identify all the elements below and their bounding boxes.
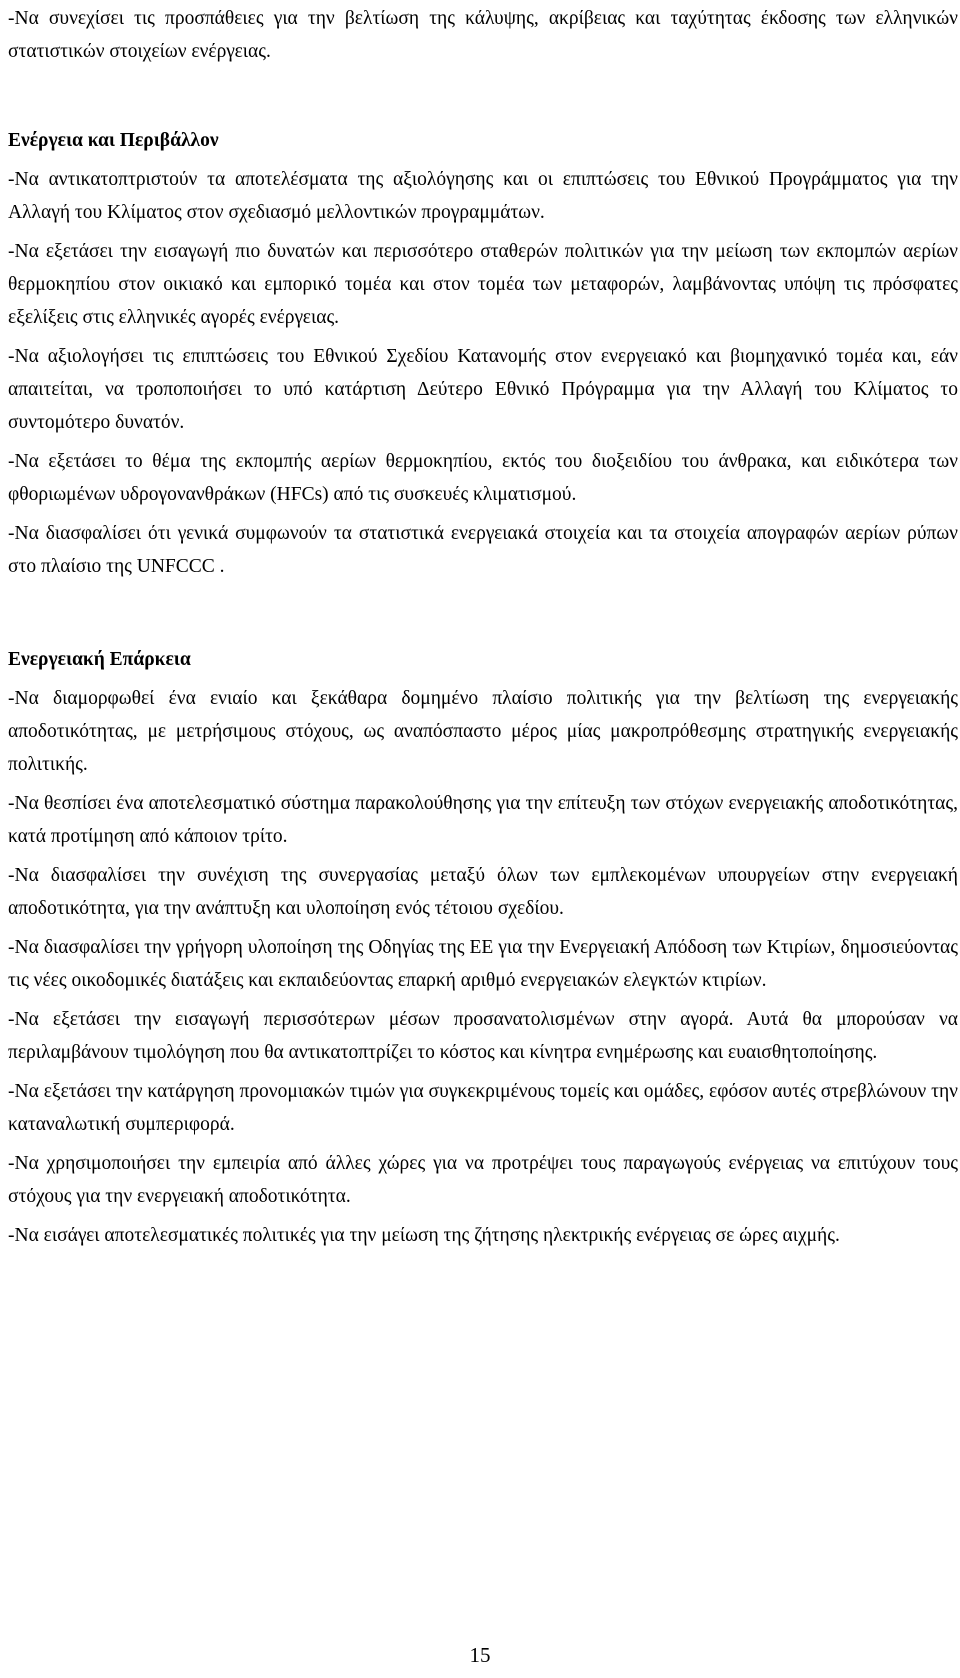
environment-paragraph-3: -Να αξιολογήσει τις επιπτώσεις του Εθνικού Σχεδίου Κατανομής στον ενεργειακό και βιομηχανικό τομέα και, εάν απαιτείται, να τροποποιήσει το υπό κατάρτιση Δεύτερο Εθνικό Πρόγραμμα για την Αλλαγή του Κλίματος το συντομότερο δυνατόν.: [8, 346, 958, 433]
efficiency-paragraph-2: -Να θεσπίσει ένα αποτελεσματικό σύστημα παρακολούθησης για την επίτευξη των στόχων ενεργειακής αποδοτικότητας, κατά προτίμηση από κάποιον τρίτο.: [8, 793, 958, 847]
environment-paragraph-1: -Να αντικατοπτριστούν τα αποτελέσματα της αξιολόγησης και οι επιπτώσεις του Εθνικού Προγράμματος για την Αλλαγή του Κλίματος στον σχεδιασμό μελλοντικών προγραμμάτων.: [8, 169, 958, 223]
intro-paragraph: -Να συνεχίσει τις προσπάθειες για την βελτίωση της κάλυψης, ακρίβειας και ταχύτητας έκδοσης των ελληνικών στατιστικών στοιχείων ενέργειας.: [8, 8, 958, 62]
efficiency-paragraph-7: -Να χρησιμοποιήσει την εμπειρία από άλλες χώρες για να προτρέψει τους παραγωγούς ενέργειας να επιτύχουν τους στόχους για την ενεργειακή αποδοτικότητα.: [8, 1153, 958, 1207]
page-content: [8, 2, 958, 1252]
efficiency-paragraph-4: -Να διασφαλίσει την γρήγορη υλοποίηση της Οδηγίας της ΕΕ για την Ενεργειακή Απόδοση των Κτιρίων, δημοσιεύοντας τις νέες οικοδομικές διατάξεις και εκπαιδεύοντας επαρκή αριθμό ενεργειακών ελεγκτών κτιρίων.: [8, 937, 958, 991]
page-number: 15: [469, 1643, 491, 1667]
efficiency-paragraph-6: -Να εξετάσει την κατάργηση προνομιακών τιμών για συγκεκριμένους τομείς και ομάδες, εφόσον αυτές στρεβλώνουν την καταναλωτική συμπεριφορά.: [8, 1081, 958, 1135]
efficiency-paragraph-3: -Να διασφαλίσει την συνέχιση της συνεργασίας μεταξύ όλων των εμπλεκομένων υπουργείων στην ενεργειακή αποδοτικότητα, για την ανάπτυξη και υλοποίηση ενός τέτοιου σχεδίου.: [8, 865, 958, 919]
section-heading-efficiency: Ενεργειακή Επάρκεια: [8, 649, 191, 670]
efficiency-paragraph-5: -Να εξετάσει την εισαγωγή περισσότερων μέσων προσανατολισμένων στην αγορά. Αυτά θα μπορούσαν να περιλαμβάνουν τιμολόγηση που θα αντικατοπτρίζει το κόστος και κίνητρα ενημέρωσης και ευαισθητοποίησης.: [8, 1009, 958, 1063]
section-heading-environment: Ενέργεια και Περιβάλλον: [8, 130, 219, 151]
environment-paragraph-2: -Να εξετάσει την εισαγωγή πιο δυνατών και περισσότερο σταθερών πολιτικών για την μείωση των εκπομπών αερίων θερμοκηπίου στον οικιακό και εμπορικό τομέα και στον τομέα των μεταφορών, λαμβάνοντας υπόψη τις πρόσφατες εξελίξεις στις ελληνικές αγορές ενέργειας.: [8, 241, 958, 328]
efficiency-paragraph-8: -Να εισάγει αποτελεσματικές πολιτικές για την μείωση της ζήτησης ηλεκτρικής ενέργειας σε ώρες αιχμής.: [8, 1225, 840, 1246]
environment-paragraph-5: -Να διασφαλίσει ότι γενικά συμφωνούν τα στατιστικά ενεργειακά στοιχεία και τα στοιχεία απογραφών αερίων ρύπων στο πλαίσιο της UNFCCC .: [8, 523, 958, 577]
efficiency-paragraph-1: -Να διαμορφωθεί ένα ενιαίο και ξεκάθαρα δομημένο πλαίσιο πολιτικής για την βελτίωση της ενεργειακής αποδοτικότητας, με μετρήσιμους στόχους, ως αναπόσπαστο μέρος μίας μακροπρόθεσμης στρατηγικής ενεργειακής πολιτικής.: [8, 688, 958, 775]
environment-paragraph-4: -Να εξετάσει το θέμα της εκπομπής αερίων θερμοκηπίου, εκτός του διοξειδίου του άνθρακα, και ειδικότερα των φθοριωμένων υδρογονανθράκων (HFCs) από τις συσκευές κλιματισμού.: [8, 451, 958, 505]
